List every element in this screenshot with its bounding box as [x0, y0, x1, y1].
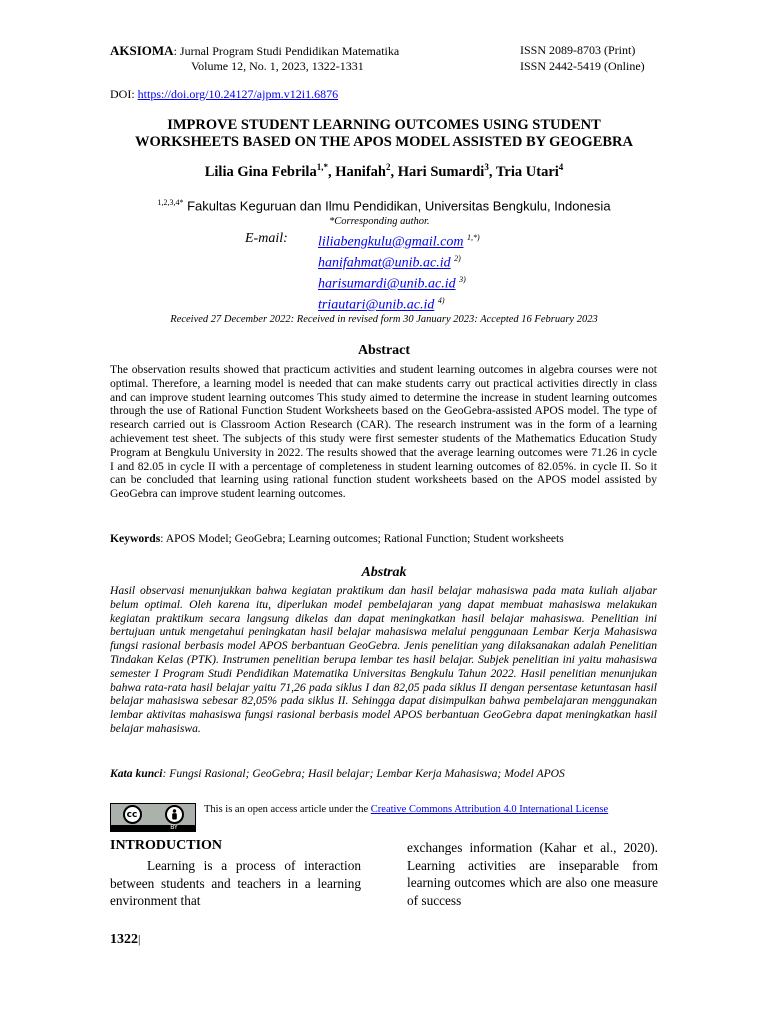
journal-header: [110, 43, 399, 59]
email-list: [318, 230, 480, 315]
cc-by-license-badge[interactable]: [110, 803, 196, 832]
author-affiliation-mark: 1,*: [316, 162, 328, 172]
abstract-heading: Abstract: [357, 343, 411, 358]
email-link[interactable]: hanifahmat@unib.ac.id: [318, 255, 451, 271]
email-row: [318, 251, 480, 272]
email-link[interactable]: triautari@unib.ac.id: [318, 298, 435, 314]
kata-kunci-text: : Fungsi Rasional; GeoGebra; Hasil belajar; Lembar Kerja Mahasiswa; Model APOS: [162, 767, 565, 780]
page-number-separator: |: [138, 932, 141, 946]
keywords-line: [110, 532, 564, 545]
issn-online: ISSN 2442-5419 (Online): [520, 59, 645, 73]
email-mark: 3): [459, 275, 466, 285]
author-list: [60, 162, 708, 181]
open-access-text: This is an open access article under the: [204, 804, 371, 815]
kata-kunci-label: Kata kunci: [110, 767, 163, 780]
introduction-column-left: Learning is a process of interaction between students and teachers in a learning environment that: [110, 858, 361, 908]
received-dates: Received 27 December 2022: Received in revised form 30 January 2023: Accepted 16 February 2023: [170, 314, 598, 325]
author-name: Hari Sumardi: [397, 163, 485, 180]
journal-name: AKSIOMA: [110, 43, 174, 58]
affiliation: [60, 198, 708, 213]
page-number: [110, 932, 140, 948]
email-mark: 4): [437, 296, 445, 306]
author-affiliation-mark: 3: [484, 162, 489, 172]
page-number-value: 1322: [110, 932, 138, 947]
corresponding-note: *Corresponding author.: [329, 216, 430, 227]
keywords-label: Keywords: [110, 532, 161, 545]
doi-line: [110, 87, 338, 102]
introduction-heading: INTRODUCTION: [110, 838, 223, 853]
author-affiliation-mark: 2: [385, 162, 391, 172]
author-name: Tria Utari: [495, 163, 559, 180]
email-mark: 1,*): [466, 233, 480, 242]
introduction-column-right: exchanges information (Kahar et al., 2020). Learning activities are inseparable from learning outcomes which are also one measure of success: [407, 840, 658, 908]
email-link[interactable]: harisumardi@unib.ac.id: [318, 276, 456, 292]
author-separator: ,: [488, 163, 496, 180]
doi-label: DOI:: [110, 87, 135, 101]
affiliation-text: Fakultas Keguruan dan Ilmu Pendidikan, Universitas Bengkulu, Indonesia: [183, 198, 611, 214]
journal-volume: Volume 12, No. 1, 2023, 1322-1331: [191, 59, 364, 73]
cc-by-label: BY: [170, 824, 178, 831]
person-icon: [170, 809, 179, 820]
kata-kunci-line: [110, 767, 565, 780]
email-row: [318, 293, 480, 314]
author-affiliation-mark: 4: [558, 162, 564, 172]
email-row: [318, 272, 480, 293]
title-line-1: IMPROVE STUDENT LEARNING OUTCOMES USING STUDENT: [167, 117, 601, 133]
cc-badge-top: [111, 804, 195, 825]
email-row: [318, 230, 480, 251]
cc-icon: cc: [123, 805, 142, 824]
author-name: Lilia Gina Febrila: [204, 163, 317, 180]
paper-title: [60, 117, 708, 151]
abstrak-heading: Abstrak: [361, 565, 407, 580]
attribution-person-icon: [165, 805, 184, 824]
email-mark: 2): [454, 254, 461, 264]
abstrak-body: Hasil observasi menunjukkan bahwa kegiatan praktikum dan hasil belajar mahasiswa pada mata kuliah aljabar belum optimal. Oleh karena itu, diperlukan model pembelajaran yang dapat membuat mahasiswa melakukan kegiatan praktikum secara langsung dikelas dan dapat meningkatkan hasil belajar mahasiswa. Penelitian ini bertujuan untuk mengetahui peningkatan hasil belajar mahasiswa melalui penggunaan Lembar Kerja Mahasiswa fungsi rasional berbasis model APOS berbantuan GeoGebra. Jenis penelitian yang dilaksanakan adalah Penelitian Tindakan Kelas (PTK). Instrumen penelitian berupa lembar tes hasil belajar. Subjek penelitian ini yaitu mahasiswa semester I Program Studi Pendidikan Matematika Universitas Bengkulu Tahun 2022. Hasil penelitian menunjukan bahwa rata-rata hasil belajar yaitu 71,26 pada siklus I dan 82,05 pada siklus II dengan persentase ketuntasan hasil belajar mahasiswa sebesar 82,05% pada siklus II. Sehingga dapat disimpulkan bahwa pembelajaran menggunakan lembar aktivitas mahasiswa fungsi rasional berbasis model APOS berbantuan GeoGebra dapat meningkatkan hasil belajar mahasiswa.: [110, 584, 657, 735]
keywords-text: : APOS Model; GeoGebra; Learning outcomes; Rational Function; Student worksheets: [160, 532, 564, 545]
doi-link[interactable]: https://doi.org/10.24127/ajpm.v12i1.6876: [137, 87, 339, 101]
affiliation-mark: 1,2,3,4*: [157, 198, 184, 207]
author-separator: ,: [327, 163, 336, 180]
author-separator: ,: [390, 163, 398, 180]
open-access-notice: [204, 804, 608, 815]
issn-print: ISSN 2089-8703 (Print): [520, 43, 636, 57]
email-label: E-mail:: [245, 231, 288, 246]
title-line-2: WORKSHEETS BASED ON THE APOS MODEL ASSISTED BY GEOGEBRA: [135, 134, 633, 150]
abstract-body: The observation results showed that practicum activities and student learning outcomes in algebra courses were not optimal. Therefore, a learning model is needed that can make students carry out practical activities directly in class and can improve student learning outcomes This study aimed to determine the increase in student learning outcomes through the use of Rational Function Student Worksheets based on the GeoGebra-assisted APOS model. The type of research carried out is Classroom Action Research (CAR). The research instrument was in the form of a learning achievement test sheet. The subjects of this study were first semester students of the Mathematics Education Study Program at Bengkulu University in 2022. The results showed that the average learning outcomes were 71.26 in cycle I and 82.05 in cycle II with a percentage of completeness in student learning outcomes of 82.05%. in cycle II. So it can be concluded that learning using rational function student worksheets based on the APOS model assisted by GeoGebra can improve student learning outcomes.: [110, 363, 657, 501]
license-link[interactable]: Creative Commons Attribution 4.0 International License: [370, 804, 609, 815]
email-link[interactable]: liliabengkulu@gmail.com: [318, 234, 464, 250]
author-name: Hanifah: [335, 163, 386, 180]
journal-description: : Jurnal Program Studi Pendidikan Matematika: [173, 44, 400, 58]
